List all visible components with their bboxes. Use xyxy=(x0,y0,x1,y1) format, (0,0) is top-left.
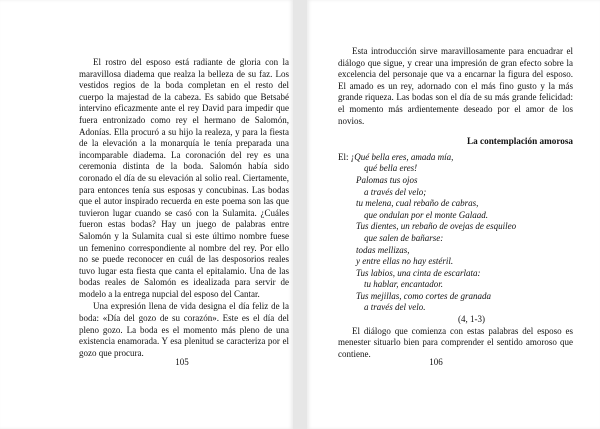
right-page-text xyxy=(338,46,573,360)
poem xyxy=(338,152,573,326)
poem-line: qué bella eres! xyxy=(364,163,418,174)
page-number: 105 xyxy=(175,357,189,367)
poem-line: que salen de bañarse: xyxy=(364,232,444,243)
poem-line: que ondulan por el monte Galaad. xyxy=(364,209,488,220)
poem-line: Tus labios, una cinta de escarlata: xyxy=(356,267,481,278)
poem-line: Tus dientes, un rebaño de ovejas de esquileo xyxy=(356,221,517,232)
paragraph: El rostro del esposo está radiante de gloria con la maravillosa diadema que realza la belleza de su faz. Los vestidos regios de la boda completan en el resto del cuerpo la majestad de la cabeza. Es sabido que Betsabé intervino eficazmente ante el rey David para impedir que fuera entronizado como rey el hermano de Salomón, Adonías. Ella procuró a su hijo la realeza, y para la fiesta de la elevación a la monarquía le tenía preparada una incomparable diadema. La coronación del rey es una ceremonia distinta de la boda. Salomón había sido coronado el día de su elevación al solio real. Ciertamente, para entonces tenía sus esposas y concubinas. Las bodas que el autor inspirado recuerda en este poema son las que tuvieron lugar cuando se casó con la Sulamita. ¿Cuáles fueron estas bodas? Hay un juego de palabras entre Salomón y la Sulamita cual si este último nombre fuese un femenino correspondiente al nombre del rey. Por ello no se puede reconocer en cuál de las desposorios reales tuvo lugar esta fiesta que canta el epitalamio. Una de las bodas reales de Salomón es idealizada para servir de modelo a la entrega nupcial del esposo del Cantar. xyxy=(79,57,289,299)
poem-line: a través del velo; xyxy=(364,186,427,197)
left-page xyxy=(0,0,293,429)
right-page xyxy=(307,0,600,429)
section-title: La contemplación amorosa xyxy=(467,136,573,147)
page-number: 106 xyxy=(429,357,443,367)
poem-line: todas mellizas, xyxy=(356,244,410,255)
poem-line xyxy=(338,152,573,164)
paragraph: Esta introducción sirve maravillosamente para encuadrar el diálogo que sigue, y crear una impresión de gran efecto sobre la excelencia del personaje que va a encarnar la figura del esposo. El amado es un rey, adornado con el más fino gusto y la más grande riqueza. Las bodas son el día de su más grande felicidad: el momento más ardientemente deseado por el amor de los novios. xyxy=(338,46,573,126)
poem-line: tu melena, cual rebaño de cabras, xyxy=(356,198,479,209)
book-gutter xyxy=(293,0,307,429)
poem-reference: (4, 1-3) xyxy=(458,314,485,325)
poem-line: a través del velo. xyxy=(364,302,426,313)
left-page-text xyxy=(79,57,289,359)
poem-line: tu hablar, encantador. xyxy=(364,279,444,290)
paragraph: Una expresión llena de vida designa el día feliz de la boda: «Día del gozo de su corazón». Este es el día del pleno gozo. La boda es el momento más pleno de una existencia enamorada. Y esa plenitud se caracteriza por el gozo que procura. xyxy=(79,301,289,358)
poem-verse: ¡Qué bella eres, amada mía, xyxy=(350,151,454,162)
poem-speaker: El: xyxy=(338,151,349,162)
poem-line: y entre ellas no hay estéril. xyxy=(356,256,454,267)
poem-line: Palomas tus ojos xyxy=(356,174,418,185)
poem-line: Tus mejillas, como cortes de granada xyxy=(356,290,491,301)
paragraph: El diálogo que comienza con estas palabras del esposo es menester situarlo bien para comprender el sentido amoroso que contiene. xyxy=(338,325,573,359)
